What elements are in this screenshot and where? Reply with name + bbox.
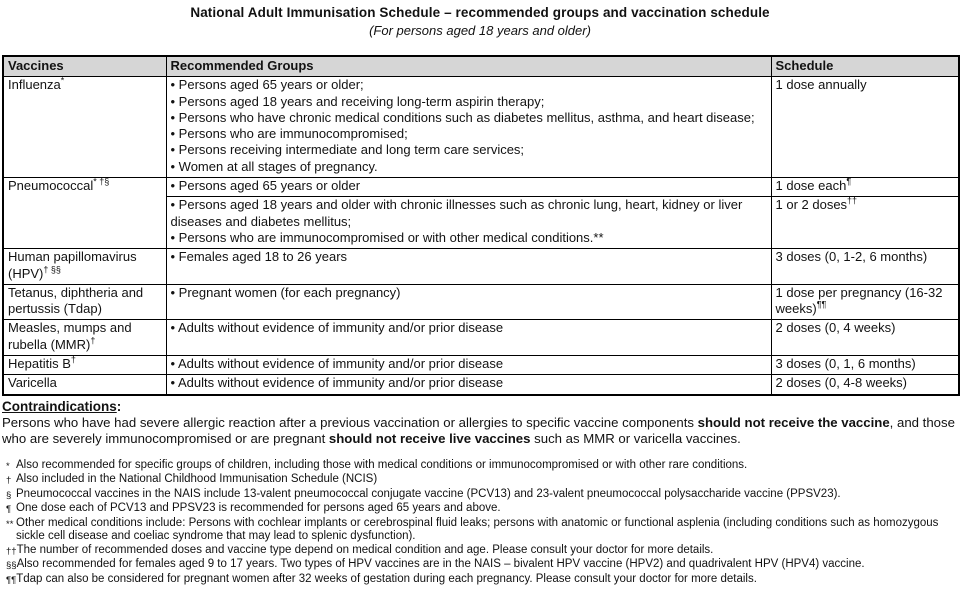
footnote-marker: †† xyxy=(847,196,858,207)
footnote-marker: † §§ xyxy=(43,264,61,275)
footnote-text: Also recommended for specific groups of children, including those with medical conditions or immunocompromised or with other rare conditions. xyxy=(16,458,748,471)
schedule-cell xyxy=(771,197,959,249)
vaccine-cell xyxy=(3,284,166,320)
footnote-dagger xyxy=(6,473,958,488)
footnote-marker: §§ xyxy=(6,560,17,572)
schedule-cell xyxy=(771,249,959,285)
table-row-hpv xyxy=(3,249,959,285)
footnote-marker: ¶¶ xyxy=(816,299,827,310)
table-row-pneumococcal-1 xyxy=(3,178,959,197)
groups-cell xyxy=(166,284,771,320)
schedule-text: 2 doses (0, 4 weeks) xyxy=(775,320,896,336)
contraindications-text: Persons who have had severe allergic reaction after a previous vaccination or allergies to specific vaccine components xyxy=(2,414,698,430)
footnote-marker: * xyxy=(6,460,10,472)
schedule-text: 1 dose each xyxy=(775,178,847,194)
footnote-text: Also recommended for females aged 9 to 17 years. Two types of HPV vaccines are in the NAIS – bivalent HPV vaccine (HPV2) and quadrivalent HPV (HPV4) vaccine. xyxy=(16,558,865,571)
page-subtitle: (For persons aged 18 years and older) xyxy=(369,23,591,38)
footnote-marker: ¶¶ xyxy=(6,574,17,586)
recommended-group-item: • Persons aged 65 years or older xyxy=(170,178,361,194)
footnote-marker: * xyxy=(60,75,65,86)
footnote-double-section xyxy=(6,558,958,573)
recommended-group-item: • Persons aged 65 years or older; xyxy=(170,77,364,93)
footnote-marker: ¶ xyxy=(846,176,852,187)
schedule-text: 1 dose annually xyxy=(775,77,867,93)
recommended-group-item: • Adults without evidence of immunity and/or prior disease xyxy=(170,375,504,391)
footnote-marker: † xyxy=(90,335,96,346)
schedule-text: 1 or 2 doses xyxy=(775,197,848,213)
contraindications-bold-text: should not receive the vaccine xyxy=(697,414,890,430)
recommended-group-item: • Persons receiving intermediate and long term care services; xyxy=(170,142,525,158)
table-row-influenza xyxy=(3,77,959,178)
contraindications-heading-line xyxy=(2,399,958,415)
footnote-double-dagger xyxy=(6,544,958,559)
contraindications-paragraph xyxy=(2,415,958,447)
groups-cell xyxy=(166,249,771,285)
groups-cell xyxy=(166,375,771,395)
footnote-text: Also included in the National Childhood Immunisation Schedule (NCIS) xyxy=(16,473,378,486)
vaccine-name: Human papillomavirus (HPV) xyxy=(8,249,137,281)
footnote-marker: ** xyxy=(6,518,14,530)
footnote-marker: ¶ xyxy=(6,504,12,516)
column-header-schedule: Schedule xyxy=(771,56,959,77)
schedule-cell xyxy=(771,320,959,356)
schedule-text: 2 doses (0, 4-8 weeks) xyxy=(775,375,908,391)
vaccine-cell xyxy=(3,178,166,249)
vaccine-cell xyxy=(3,320,166,356)
recommended-group-item: • Females aged 18 to 26 years xyxy=(170,249,348,265)
column-header-recommended-groups: Recommended Groups xyxy=(166,56,771,77)
vaccine-name: Pneumococcal xyxy=(8,178,94,194)
footnote-asterisk xyxy=(6,459,958,474)
immunisation-schedule-table xyxy=(2,55,960,396)
groups-cell xyxy=(166,320,771,356)
groups-cell xyxy=(166,77,771,178)
contraindications-text: such as MMR or varicella vaccines. xyxy=(530,430,741,446)
contraindications-colon: : xyxy=(116,398,122,414)
footnote-marker: † xyxy=(6,475,12,487)
contraindications-text: , and those who are severely immunocompromised or are pregnant xyxy=(2,414,955,446)
footnote-marker: † xyxy=(70,354,76,365)
vaccine-cell xyxy=(3,375,166,395)
vaccine-cell xyxy=(3,249,166,285)
contraindications-heading: Contraindications xyxy=(2,398,117,414)
footnote-text: The number of recommended doses and vaccine type depend on medical condition and age. Please consult your doctor for more details. xyxy=(16,543,714,556)
contraindications-bold-text: should not receive live vaccines xyxy=(328,430,531,446)
footnote-text: Pneumococcal vaccines in the NAIS include 13-valent pneumococcal conjugate vaccine (PCV13) and 23-valent pneumococcal polysaccharide vaccine (PPSV23). xyxy=(16,487,841,500)
footnote-marker: †† xyxy=(6,545,17,557)
vaccine-name: Influenza xyxy=(8,77,61,93)
recommended-group-item: • Persons aged 18 years and older with chronic illnesses such as chronic lung, heart, kidney or liver diseases and diabetes mellitus; xyxy=(170,197,743,229)
footnote-text: Other medical conditions include: Persons with cochlear implants or cerebrospinal fluid leaks; persons with anatomic or functional asplenia (including conditions such as homozygous sickle cell disease and coeliac syndrome that may lead to splenic dysfunction). xyxy=(16,516,939,543)
schedule-text: 3 doses (0, 1-2, 6 months) xyxy=(775,249,928,265)
table-row-mmr xyxy=(3,320,959,356)
schedule-cell xyxy=(771,178,959,197)
page-title: National Adult Immunisation Schedule – recommended groups and vaccination schedule xyxy=(190,5,770,20)
footnote-double-pilcrow xyxy=(6,573,958,588)
table-row-hepatitis-b xyxy=(3,356,959,375)
schedule-cell xyxy=(771,375,959,395)
table-header-row xyxy=(3,56,959,77)
footnote-marker: * †§ xyxy=(93,176,110,187)
vaccine-name: Varicella xyxy=(8,375,57,391)
groups-cell xyxy=(166,178,771,197)
recommended-group-item: • Pregnant women (for each pregnancy) xyxy=(170,284,401,300)
recommended-group-item: • Persons who have chronic medical conditions such as diabetes mellitus, asthma, and heart disease; xyxy=(170,109,755,125)
schedule-cell xyxy=(771,284,959,320)
schedule-cell xyxy=(771,77,959,178)
footnotes-section xyxy=(2,459,958,588)
vaccine-name: Tetanus, diphtheria and pertussis (Tdap) xyxy=(8,284,144,317)
vaccine-cell xyxy=(3,356,166,375)
recommended-group-item: • Persons aged 18 years and receiving long-term aspirin therapy; xyxy=(170,93,545,109)
groups-cell xyxy=(166,197,771,249)
schedule-text: 3 doses (0, 1, 6 months) xyxy=(775,356,916,372)
vaccine-cell xyxy=(3,77,166,178)
schedule-cell xyxy=(771,356,959,375)
footnote-text: One dose each of PCV13 and PPSV23 is recommended for persons aged 65 years and above. xyxy=(16,502,501,515)
groups-cell xyxy=(166,356,771,375)
footnote-section xyxy=(6,488,958,503)
recommended-group-item: • Adults without evidence of immunity and/or prior disease xyxy=(170,320,504,336)
recommended-group-item: • Women at all stages of pregnancy. xyxy=(170,158,378,174)
contraindications-section xyxy=(2,399,958,447)
footnote-text: Tdap can also be considered for pregnant women after 32 weeks of gestation during each pregnancy. Please consult your doctor for more details. xyxy=(16,572,757,585)
recommended-group-item: • Persons who are immunocompromised; xyxy=(170,126,408,142)
footnote-double-asterisk xyxy=(6,517,958,544)
footnote-marker: § xyxy=(6,489,12,501)
table-row-varicella xyxy=(3,375,959,395)
vaccine-name: Measles, mumps and rubella (MMR) xyxy=(8,320,132,352)
recommended-group-item: • Persons who are immunocompromised or with other medical conditions.** xyxy=(170,229,604,245)
schedule-text: 1 dose per pregnancy (16-32 weeks) xyxy=(775,284,943,317)
footnote-pilcrow xyxy=(6,502,958,517)
table-row-tdap xyxy=(3,284,959,320)
vaccine-name: Hepatitis B xyxy=(8,356,71,372)
recommended-group-item: • Adults without evidence of immunity and/or prior disease xyxy=(170,356,504,372)
column-header-vaccines: Vaccines xyxy=(3,56,166,77)
